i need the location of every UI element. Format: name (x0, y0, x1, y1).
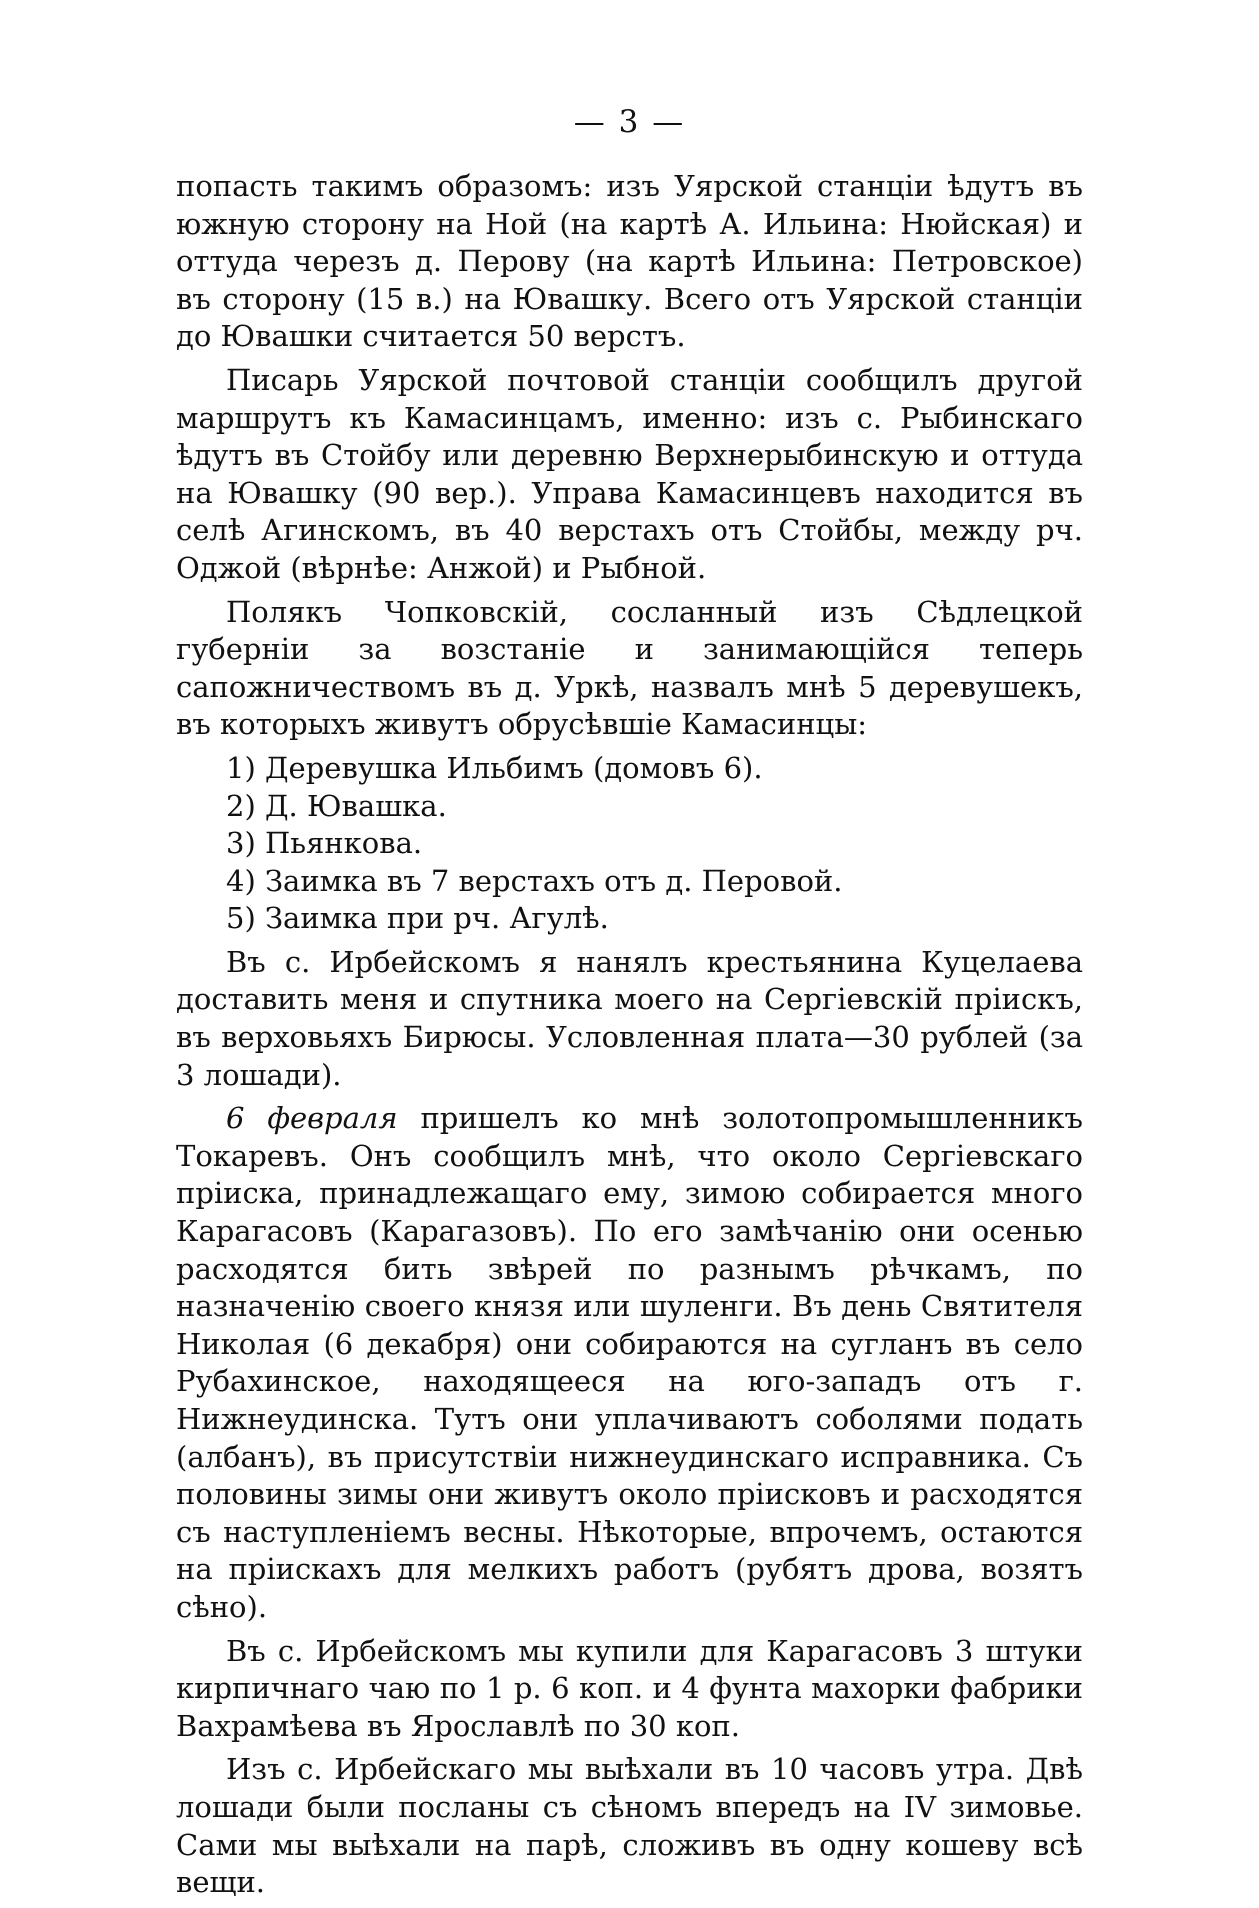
list-item-number: 5) (226, 901, 256, 936)
page-number: — 3 — (573, 104, 686, 140)
list-item-number: 3) (226, 826, 256, 861)
paragraph-chopkovsky: Полякъ Чопковскій, сосланный изъ Сѣдлецкой губерніи за возстаніе и занимающійся теперь сапожничествомъ въ д. Уркѣ, назвалъ мнѣ 5 деревушекъ, въ которыхъ живутъ обрусѣвшіе Камасинцы: (176, 594, 1083, 742)
list-item-text: Заимка въ 7 верстахъ отъ д. Перовой. (264, 863, 843, 898)
list-item-number: 1) (226, 750, 256, 785)
paragraph-tokarev (176, 1100, 1083, 1626)
list-item-text: Деревушка Ильбимъ (домовъ 6). (264, 750, 763, 785)
paragraph-purchases: Въ с. Ирбейскомъ мы купили для Карагасовъ 3 штуки кирпичнаго чаю по 1 р. 6 коп. и 4 фунта махорки фабрики Вахрамѣева въ Ярославлѣ по 30 коп. (176, 1633, 1083, 1743)
body-text (176, 168, 1083, 1908)
paragraph-irbey-hire: Въ с. Ирбейскомъ я нанялъ крестьянина Куцелаева доставить меня и спутника моего на Сергіевскій пріискъ, въ верховьяхъ Бирюсы. Условленная плата—30 рублей (за 3 лошади). (176, 944, 1083, 1092)
list-item (176, 750, 1083, 788)
list-item (176, 788, 1083, 826)
list-item (176, 825, 1083, 863)
list-item-number: 2) (226, 788, 256, 823)
entry-date: 6 февраля (226, 1101, 398, 1136)
list-item (176, 900, 1083, 938)
list-item-text: Д. Ювашка. (264, 788, 447, 823)
paragraph-tokarev-text: пришелъ ко мнѣ золотопромышленникъ Токаревъ. Онъ сообщилъ мнѣ, что около Сергіевскаго пріиска, принадлежащаго ему, зимою собирается много Карагасовъ (Карагазовъ). По его замѣчанію они осенью расходятся бить звѣрей по разнымъ рѣчкамъ, по назначенію своего князя или шуленги. Въ день Святителя Николая (6 декабря) они собираются на сугланъ въ село Рубахинское, находящееся на юго-западъ отъ г. Нижнеудинска. Тутъ они уплачиваютъ соболями подать (албанъ), въ присутствіи нижнеудинскаго исправника. Съ половины зимы они живутъ около пріисковъ и расходятся съ наступленіемъ весны. Нѣкоторые, впрочемъ, остаются на пріискахъ для мелкихъ работъ (рубятъ дрова, возятъ сѣно). (176, 1101, 1084, 1624)
paragraph-route-uyar: попасть такимъ образомъ: изъ Уярской станціи ѣдутъ въ южную сторону на Ной (на картѣ А. Ильина: Нюйская) и оттуда черезъ д. Перову (на картѣ Ильина: Петровское) въ сторону (15 в.) на Ювашку. Всего отъ Уярской станціи до Ювашки считается 50 верстъ. (176, 169, 1083, 354)
list-item-text: Заимка при рч. Агулѣ. (264, 901, 609, 936)
list-item-number: 4) (226, 863, 256, 898)
paragraph-departure: Изъ с. Ирбейскаго мы выѣхали въ 10 часовъ утра. Двѣ лошади были посланы съ сѣномъ впередъ на IV зимовье. Сами мы выѣхали на парѣ, сложивъ въ одну кошеву всѣ вещи. (176, 1752, 1083, 1900)
list-item-text: Пьянкова. (264, 826, 423, 861)
paragraph-scribe-route: Писарь Уярской почтовой станціи сообщилъ другой маршрутъ къ Камасинцамъ, именно: изъ с. Рыбинскаго ѣдутъ въ Стойбу или деревню Верхнерыбинскую и оттуда на Ювашку (90 вер.). Управа Камасинцевъ находится въ селѣ Агинскомъ, въ 40 верстахъ отъ Стойбы, между рч. Оджой (вѣрнѣе: Анжой) и Рыбной. (176, 362, 1083, 585)
village-list (176, 750, 1083, 938)
list-item (176, 863, 1083, 901)
